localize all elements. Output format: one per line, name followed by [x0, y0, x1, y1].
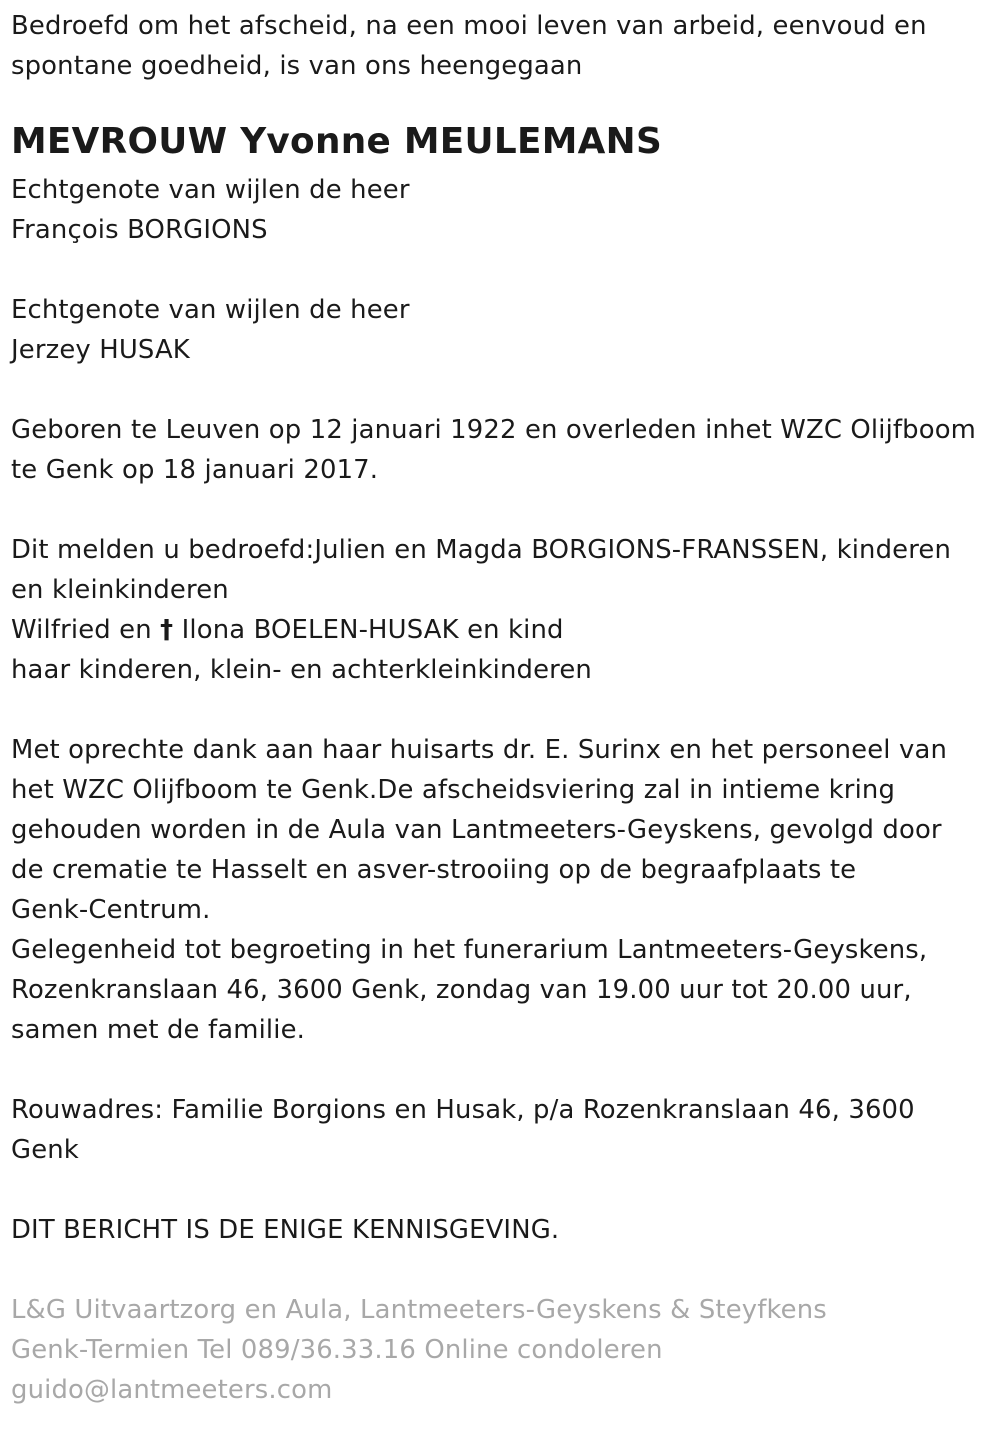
funeral-home-footer: [11, 1290, 991, 1410]
intro-line-2: spontane goedheid, is van ons heengegaan: [11, 51, 583, 81]
thanks-line-3: gehouden worden in de Aula van Lantmeeters-Geyskens, gevolgd door: [11, 815, 942, 845]
deceased-name: MEVROUW Yvonne MEULEMANS: [11, 121, 663, 162]
spouse-2-block: [11, 290, 991, 370]
family-paragraph: [11, 530, 991, 690]
mourning-address-line-1: Rouwadres: Familie Borgions en Husak, p/a Rozenkranslaan 46, 3600: [11, 1095, 915, 1125]
mourning-address: [11, 1090, 991, 1170]
family-line-3: [11, 610, 991, 650]
thanks-line-6: Gelegenheid tot begroeting in het funerarium Lantmeeters-Geyskens,: [11, 935, 928, 965]
spouse-2-line-2: Jerzey HUSAK: [11, 335, 190, 365]
footer-email-link[interactable]: guido@lantmeeters.com: [11, 1375, 333, 1405]
thanks-line-8: samen met de familie.: [11, 1015, 306, 1045]
spouse-1-line-1: Echtgenote van wijlen de heer: [11, 175, 410, 205]
thanks-line-1: Met oprechte dank aan haar huisarts dr. E. Surinx en het personeel van: [11, 735, 947, 765]
mourning-address-line-2: Genk: [11, 1135, 79, 1165]
thanks-line-4: de crematie te Hasselt en asver-strooiing op de begraafplaats te: [11, 855, 857, 885]
family-line-1: Dit melden u bedroefd:Julien en Magda BORGIONS-FRANSSEN, kinderen: [11, 535, 952, 565]
notice-statement: DIT BERICHT IS DE ENIGE KENNISGEVING.: [11, 1215, 560, 1245]
birth-death-paragraph: [11, 410, 991, 490]
spouse-1-line-2: François BORGIONS: [11, 215, 268, 245]
birth-death-line-2: te Genk op 18 januari 2017.: [11, 455, 379, 485]
birth-death-line-1: Geboren te Leuven op 12 januari 1922 en overleden inhet WZC Olijfboom: [11, 415, 977, 445]
thanks-line-5: Genk-Centrum.: [11, 895, 211, 925]
spouse-1-block: [11, 170, 991, 250]
thanks-paragraph: [11, 730, 991, 1050]
family-line-3-post: Ilona BOELEN-HUSAK en kind: [173, 615, 564, 645]
family-line-3-pre: Wilfried en: [11, 615, 161, 645]
obituary-notice: [11, 6, 991, 1410]
footer-line-1: L&G Uitvaartzorg en Aula, Lantmeeters-Geyskens & Steyfkens: [11, 1295, 827, 1325]
spouse-2-line-1: Echtgenote van wijlen de heer: [11, 295, 410, 325]
cross-icon: †: [160, 615, 174, 645]
footer-line-2: Genk-Termien Tel 089/36.33.16 Online condoleren: [11, 1335, 663, 1365]
thanks-line-7: Rozenkranslaan 46, 3600 Genk, zondag van 19.00 uur tot 20.00 uur,: [11, 975, 912, 1005]
intro-paragraph: [11, 6, 991, 86]
family-line-2: en kleinkinderen: [11, 575, 229, 605]
thanks-line-2: het WZC Olijfboom te Genk.De afscheidsviering zal in intieme kring: [11, 775, 896, 805]
intro-line-1: Bedroefd om het afscheid, na een mooi leven van arbeid, eenvoud en: [11, 11, 927, 41]
family-line-4: haar kinderen, klein- en achterkleinkinderen: [11, 655, 592, 685]
